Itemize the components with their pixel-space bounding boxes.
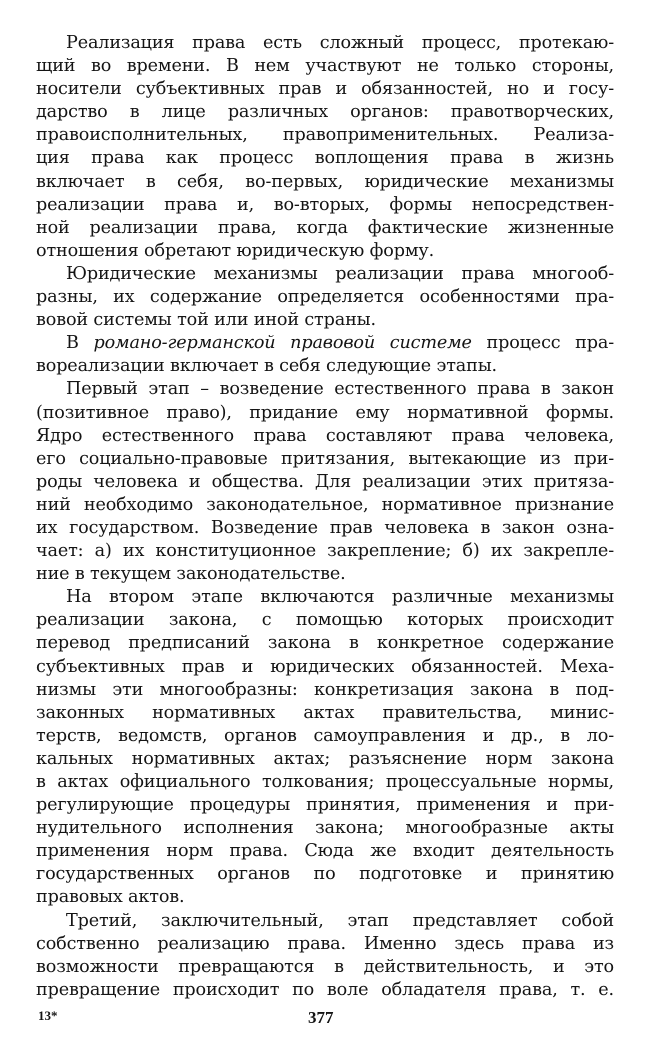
text-fragment: В [66,333,94,354]
text-fragment: процесс пра- [471,333,614,354]
text-line: законных нормативных актах правительства, минис- [36,702,614,723]
text-line: перевод предписаний закона в конкретное содержание [36,633,614,654]
paragraph-5 [36,586,614,909]
paragraph-1 [36,32,614,263]
text-line: ний необходимо законодательное, нормативное признание [36,494,614,515]
text-line: На втором этапе включаются различные механизмы [66,587,614,608]
text-line: вореализации включает в себя следующие этапы. [36,356,497,377]
text-line: нудительного исполнения закона; многообразные акты [36,818,614,839]
text-line: роды человека и общества. Для реализации этих притяза- [36,471,614,492]
paragraph-4 [36,378,614,586]
text-line: Реализация права есть сложный процесс, протекаю- [66,33,614,53]
text-line: субъективных прав и юридических обязанностей. Меха- [36,656,614,677]
text-line: превращение происходит по воле обладателя права, т. е. [36,979,614,1000]
text-line: отношения обретают юридическую форму. [36,240,435,261]
text-line: государственных органов по подготовке и принятию [36,864,614,885]
text-line: собственно реализацию права. Именно здесь права из [36,933,614,954]
text-line: ной реализации права, когда фактические жизненные [36,217,614,238]
text-line: терств, ведомств, органов самоуправления и др., в ло- [36,725,614,746]
text-line: регулирующие процедуры принятия, применения и при- [36,795,614,816]
text-line: правоисполнительных, правоприменительных. Реализа- [36,125,614,146]
text-line: Третий, заключительный, этап представляет собой [66,910,614,931]
page-footer [0,1008,653,1032]
text-line: дарство в лице различных органов: правотворческих, [36,102,614,123]
text-line: в актах официального толкования; процессуальные нормы, [36,772,614,792]
page-number: 377 [308,1008,334,1027]
text-line: реализации закона, с помощью которых происходит [36,610,614,631]
text-line: Ядро естественного права составляют права человека, [36,425,614,446]
signature-mark: 13* [38,1008,58,1023]
text-line: ция права как процесс воплощения права в жизнь [36,148,614,169]
text-line: включает в себя, во-первых, юридические механизмы [36,171,614,192]
text-line: разны, их содержание определяется особенностями пра- [36,287,614,308]
text-line: (позитивное право), придание ему нормативной формы. [36,402,614,423]
text-line: его социально-правовые притязания, вытекающие из при- [36,448,614,469]
text-line: кальных нормативных актах; разъяснение норм закона [36,748,614,769]
text-line: возможности превращаются в действительность, и это [36,956,614,977]
paragraph-3 [36,332,614,378]
text-line: правовых актов. [36,887,185,908]
text-line: низмы эти многообразны: конкретизация закона в под- [36,679,614,700]
text-line [36,332,614,355]
italic-term: романо-германской правовой системе [93,333,472,354]
page-text [36,32,614,1002]
text-line: ние в текущем законодательстве. [36,564,346,585]
paragraph-6 [36,910,614,1002]
text-line: чает: а) их конституционное закрепление; б) их закрепле- [36,541,614,562]
text-line: их государством. Возведение прав человека в закон озна- [36,517,614,538]
text-line: применения норм права. Сюда же входит деятельность [36,841,614,862]
text-line: Юридические механизмы реализации права многооб- [66,263,614,284]
text-line: щий во времени. В нем участвуют не только стороны, [36,56,614,77]
text-line: реализации права и, во-вторых, формы непосредствен- [36,194,614,215]
text-line: Первый этап – возведение естественного права в закон [66,379,614,400]
text-line: вовой системы той или иной страны. [36,310,376,331]
paragraph-2 [36,263,614,332]
text-line: носители субъективных прав и обязанностей, но и госу- [36,79,614,100]
